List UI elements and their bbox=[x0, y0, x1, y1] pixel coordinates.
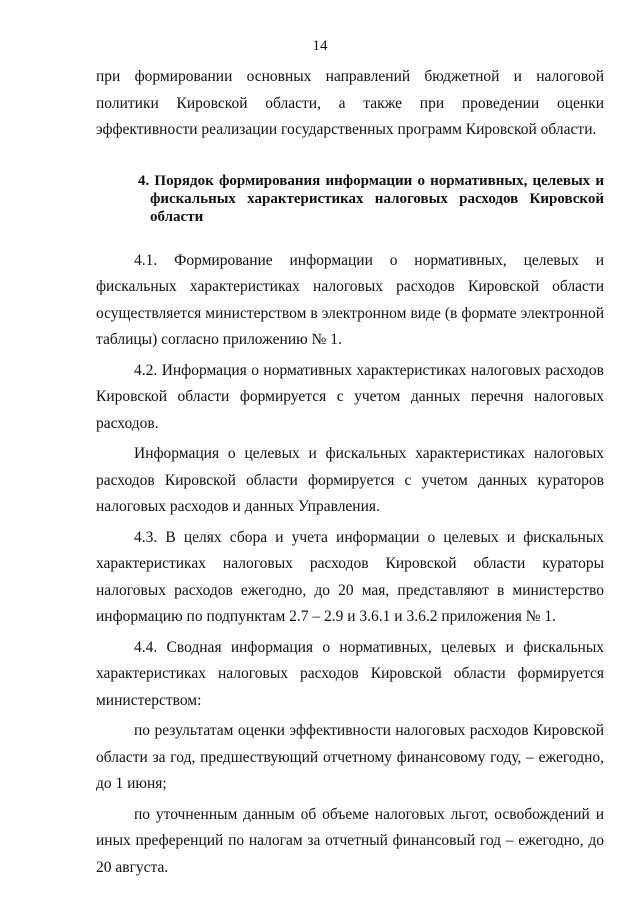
list-item: по уточненным данным об объеме налоговых льгот, освобождений и иных преференций по налогам за отчетный финансовый год – ежегодно, до 20 августа. bbox=[96, 805, 604, 876]
paragraph-4-4: 4.4. Сводная информация о нормативных, целевых и фискальных характеристиках налоговых расходов Кировской области формируется министерством: bbox=[96, 638, 604, 709]
page-number: 14 bbox=[312, 38, 328, 54]
section-heading: 4. Порядок формирования информации о нормативных, целевых и фискальных характеристиках налоговых расходов Кировской области bbox=[138, 172, 604, 225]
list-item: по результатам оценки эффективности налоговых расходов Кировской области за год, предшествующий отчетному финансовому году, – ежегодно, до 1 июня; bbox=[96, 722, 604, 792]
document-body bbox=[96, 64, 604, 881]
paragraph-4-1: 4.1. Формирование информации о нормативных, целевых и фискальных характеристиках налоговых расходов Кировской области осуществляется министерством в электронном виде (в формате электронной таблицы) согласно приложению № 1. bbox=[96, 251, 604, 348]
paragraph-4-2-continued: Информация о целевых и фискальных характеристиках налоговых расходов Кировской области формируется с учетом данных кураторов налоговых расходов и данных Управления. bbox=[96, 445, 604, 515]
paragraph-4-2: 4.2. Информация о нормативных характеристиках налоговых расходов Кировской области формируется с учетом данных перечня налоговых расходов. bbox=[96, 361, 604, 432]
paragraph-4-3: 4.3. В целях сбора и учета информации о целевых и фискальных характеристиках налоговых расходов Кировской области кураторы налоговых расходов ежегодно, до 20 мая, представляют в министерство информацию по подпунктам 2.7 – 2.9 и 3.6.1 и 3.6.2 приложения № 1. bbox=[96, 528, 604, 625]
intro-paragraph: при формировании основных направлений бюджетной и налоговой политики Кировской области, а также при проведении оценки эффективности реализации государственных программ Кировской области. bbox=[96, 68, 604, 138]
